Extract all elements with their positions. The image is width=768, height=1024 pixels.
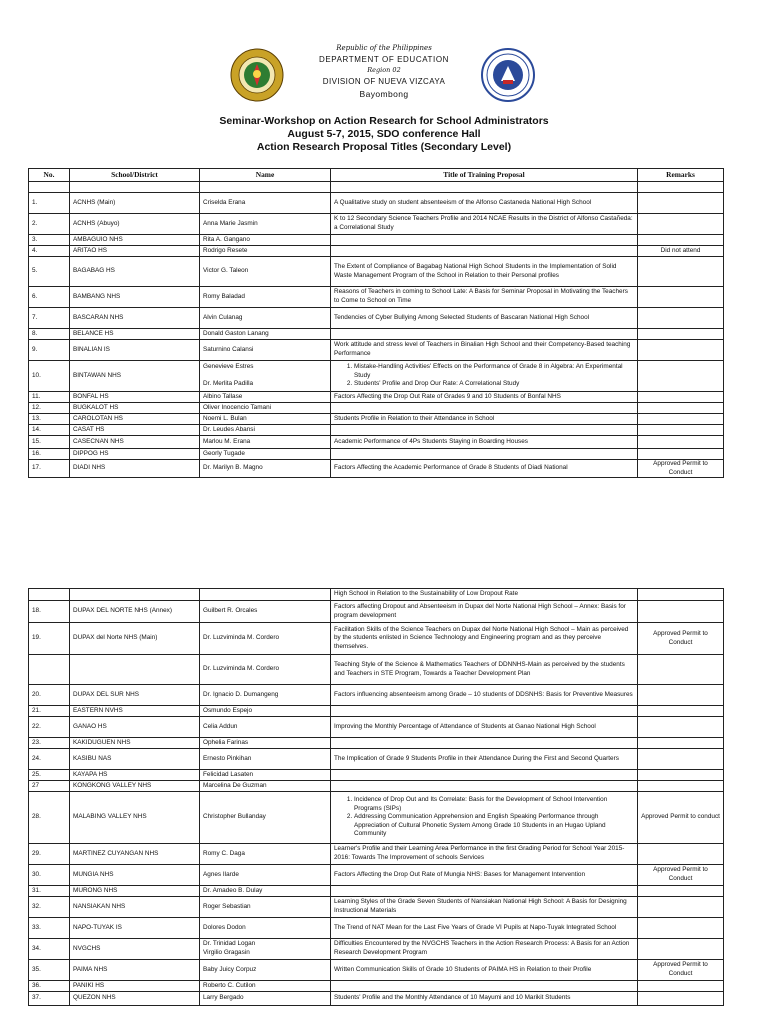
cell-remarks xyxy=(638,361,724,392)
cell-title: Improving the Monthly Percentage of Attendance of Students at Ganao National High School xyxy=(331,717,638,738)
table-row xyxy=(29,706,724,717)
table-row xyxy=(29,425,724,436)
cell-remarks: Approved Permit to Conduct xyxy=(638,460,724,478)
cell-no: 27 xyxy=(29,781,70,792)
table-row xyxy=(29,329,724,340)
cell-title: Learning Styles of the Grade Seven Students of Nansiakan National High School: A Basis for Designing Instructional Materials xyxy=(331,897,638,918)
page-gap xyxy=(0,500,768,560)
table-row xyxy=(29,308,724,329)
cell-school: EASTERN NVHS xyxy=(70,706,200,717)
cell-title xyxy=(331,361,638,392)
cell-school: MARTINEZ CUYANGAN NHS xyxy=(70,844,200,865)
cell-title: Tendencies of Cyber Bullying Among Selected Students of Bascaran National High School xyxy=(331,308,638,329)
document-page-1 xyxy=(0,0,768,500)
cell-name: Alvin Culanag xyxy=(200,308,331,329)
cell-school: ACNHS (Abuyo) xyxy=(70,214,200,235)
cell-remarks: Did not attend xyxy=(638,246,724,257)
cell-no: 11. xyxy=(29,392,70,403)
cell-no: 31. xyxy=(29,886,70,897)
title-list xyxy=(334,363,634,389)
cell-remarks xyxy=(638,257,724,287)
table-row xyxy=(29,340,724,361)
table-row xyxy=(29,844,724,865)
cell-school: KAKIDUGUEN NHS xyxy=(70,738,200,749)
cell-no: 7. xyxy=(29,308,70,329)
cell-school: NAPO-TUYAK IS xyxy=(70,918,200,939)
cell-school: ACNHS (Main) xyxy=(70,193,200,214)
cell-remarks xyxy=(638,214,724,235)
document-title: Seminar-Workshop on Action Research for School Administrators xyxy=(219,115,549,127)
cell-school: BINTAWAN NHS xyxy=(70,361,200,392)
cell-title xyxy=(331,886,638,897)
department-line: DEPARTMENT OF EDUCATION xyxy=(318,55,450,64)
cell-no: 30. xyxy=(29,865,70,886)
table-row xyxy=(29,460,724,478)
table-row xyxy=(29,235,724,246)
table-row xyxy=(29,287,724,308)
cell-school: KONGKONG VALLEY NHS xyxy=(70,781,200,792)
cell-name: Felicidad Lasaten xyxy=(200,770,331,781)
cell-remarks xyxy=(638,918,724,939)
cell-name: Genevieve Estres Dr. Merlita Padilla xyxy=(200,361,331,392)
cell-title: Factors Affecting the Drop Out Rate of Mungia NHS: Bases for Management Intervention xyxy=(331,865,638,886)
cell-title xyxy=(331,792,638,844)
cell-no: 1. xyxy=(29,193,70,214)
cell-name xyxy=(200,182,331,193)
table-row xyxy=(29,685,724,706)
cell-school: BAMBANG NHS xyxy=(70,287,200,308)
cell-remarks xyxy=(638,601,724,623)
proposal-table-page-2 xyxy=(28,588,724,1006)
cell-name: Ophelia Farinas xyxy=(200,738,331,749)
cell-remarks: Approved Permit to Conduct xyxy=(638,865,724,886)
table-row xyxy=(29,981,724,992)
table-row xyxy=(29,403,724,414)
cell-name: Baby Juicy Corpuz xyxy=(200,960,331,981)
cell-no: 18. xyxy=(29,601,70,623)
cell-no: 35. xyxy=(29,960,70,981)
cell-title: Reasons of Teachers in coming to School Late: A Basis for Seminar Proposal in Motivating the Teachers to Come to School on Time xyxy=(331,287,638,308)
cell-name: Anna Marie Jasmin xyxy=(200,214,331,235)
cell-remarks: Approved Permit to conduct xyxy=(638,792,724,844)
cell-title: The Trend of NAT Mean for the Last Five Years of Grade VI Pupils at Napo-Tuyak Integrated School xyxy=(331,918,638,939)
cell-remarks xyxy=(638,992,724,1006)
table-row xyxy=(29,960,724,981)
cell-title: Factors affecting Dropout and Absenteeism in Dupax del Norte National High School – Annex: Basis for program development xyxy=(331,601,638,623)
cell-school: CASAT HS xyxy=(70,425,200,436)
table-row xyxy=(29,246,724,257)
cell-school: AMBAGUIO NHS xyxy=(70,235,200,246)
division-line: DIVISION OF NUEVA VIZCAYA xyxy=(322,77,446,86)
table-row xyxy=(29,886,724,897)
header-school: School/District xyxy=(70,169,200,182)
cell-remarks xyxy=(638,981,724,992)
cell-title: Facilitation Skills of the Science Teachers on Dupax del Norte National High School – Main as perceived by the students enlisted in Science Technology and Engineering program and as they perceive themselves. xyxy=(331,623,638,655)
cell-remarks xyxy=(638,235,724,246)
table-row xyxy=(29,897,724,918)
cell-school: NANSIAKAN NHS xyxy=(70,897,200,918)
document-page-2 xyxy=(0,560,768,1024)
cell-no: 37. xyxy=(29,992,70,1006)
cell-no: 8. xyxy=(29,329,70,340)
cell-remarks xyxy=(638,329,724,340)
cell-remarks xyxy=(638,436,724,449)
table-row xyxy=(29,992,724,1006)
cell-no xyxy=(29,589,70,601)
cell-name: Oliver Inocencio Tamani xyxy=(200,403,331,414)
table-row xyxy=(29,214,724,235)
title-list-item: 1. Mistake-Handling Activities' Effects on the Performance of Grade 8 in Algebra: An Experimental Study xyxy=(354,363,634,380)
cell-remarks xyxy=(638,749,724,770)
proposal-table-page-1 xyxy=(28,168,724,478)
cell-title: Factors Affecting the Academic Performance of Grade 8 Students of Diadi National xyxy=(331,460,638,478)
title-list-item: 2. Students' Profile and Drop Our Rate: A Correlational Study xyxy=(354,380,634,389)
cell-remarks xyxy=(638,738,724,749)
cell-school: BUGKALOT HS xyxy=(70,403,200,414)
cell-name: Noemi L. Bulan xyxy=(200,414,331,425)
cell-remarks xyxy=(638,340,724,361)
cell-no: 29. xyxy=(29,844,70,865)
table-row xyxy=(29,449,724,460)
cell-title xyxy=(331,781,638,792)
cell-school: PANIKI HS xyxy=(70,981,200,992)
cell-name: Dolores Dodon xyxy=(200,918,331,939)
cell-no: 13. xyxy=(29,414,70,425)
header-remarks: Remarks xyxy=(638,169,724,182)
cell-title: Written Communication Skills of Grade 10 Students of PAIMA HS in Relation to their Profile xyxy=(331,960,638,981)
cell-no xyxy=(29,182,70,193)
cell-title: High School in Relation to the Sustainability of Low Dropout Rate xyxy=(331,589,638,601)
cell-name: Dr. Ignacio D. Dumangeng xyxy=(200,685,331,706)
cell-title xyxy=(331,403,638,414)
table-row xyxy=(29,361,724,392)
cell-no: 12. xyxy=(29,403,70,414)
cell-remarks xyxy=(638,308,724,329)
cell-title xyxy=(331,770,638,781)
cell-name: Dr. Luzviminda M. Cordero xyxy=(200,655,331,685)
table-row xyxy=(29,655,724,685)
cell-no xyxy=(29,655,70,685)
cell-school: DIPPOG HS xyxy=(70,449,200,460)
cell-title: Work attitude and stress level of Teachers in Binalian High School and their Competency-Based teaching Performance xyxy=(331,340,638,361)
cell-name: Dr. Leudes Abansi xyxy=(200,425,331,436)
cell-school: DUPAX DEL NORTE NHS (Annex) xyxy=(70,601,200,623)
cell-remarks xyxy=(638,414,724,425)
cell-school: DUPAX DEL SUR NHS xyxy=(70,685,200,706)
cell-name: Roberto C. Cutilon xyxy=(200,981,331,992)
table-row xyxy=(29,781,724,792)
cell-remarks xyxy=(638,770,724,781)
cell-title: K to 12 Secondary Science Teachers Profile and 2014 NCAE Results in the District of Alfonso Castañeda: a Correlational Study xyxy=(331,214,638,235)
title-list xyxy=(334,796,634,839)
cell-remarks: Approved Permit to Conduct xyxy=(638,960,724,981)
cell-no: 10. xyxy=(29,361,70,392)
table-row xyxy=(29,918,724,939)
cell-no: 22. xyxy=(29,717,70,738)
cell-title: The Implication of Grade 9 Students Profile in their Attendance During the First and Second Quarters xyxy=(331,749,638,770)
cell-remarks xyxy=(638,717,724,738)
cell-no: 28. xyxy=(29,792,70,844)
table-body xyxy=(29,182,724,478)
cell-title xyxy=(331,449,638,460)
cell-school xyxy=(70,655,200,685)
cell-school xyxy=(70,589,200,601)
cell-name: Agnes Ilarde xyxy=(200,865,331,886)
cell-no: 25. xyxy=(29,770,70,781)
cell-title: Factors influencing absenteeism among Grade – 10 students of DDSNHS: Basis for Preventive Measures xyxy=(331,685,638,706)
cell-remarks xyxy=(638,392,724,403)
table-row xyxy=(29,436,724,449)
cell-name: Marcelina De Guzman xyxy=(200,781,331,792)
table-row xyxy=(29,770,724,781)
cell-name: Saturnino Calansi xyxy=(200,340,331,361)
cell-name: Larry Bergado xyxy=(200,992,331,1006)
cell-name: Romy C. Daga xyxy=(200,844,331,865)
cell-name: Marlou M. Erana xyxy=(200,436,331,449)
cell-remarks xyxy=(638,655,724,685)
cell-school: DUPAX del Norte NHS (Main) xyxy=(70,623,200,655)
cell-name: Victor G. Taleon xyxy=(200,257,331,287)
cell-no: 32. xyxy=(29,897,70,918)
cell-school: KASIBU NAS xyxy=(70,749,200,770)
table-row xyxy=(29,193,724,214)
table-row xyxy=(29,257,724,287)
cell-school: MURONG NHS xyxy=(70,886,200,897)
cell-name: Roger Sebastian xyxy=(200,897,331,918)
cell-no: 9. xyxy=(29,340,70,361)
cell-remarks xyxy=(638,685,724,706)
cell-school: QUEZON NHS xyxy=(70,992,200,1006)
title-list-item: 2. Addressing Communication Apprehension and English Speaking Performance through Appreciation of Cultural Phonetic System Among Grade 10 Students in an Hugao Upland Community xyxy=(354,813,634,839)
republic-line: Republic of the Philippines xyxy=(336,44,432,52)
cell-no: 3. xyxy=(29,235,70,246)
city-line: Bayombong xyxy=(359,89,409,99)
cell-no: 24. xyxy=(29,749,70,770)
cell-remarks xyxy=(638,886,724,897)
cell-school: DIADI NHS xyxy=(70,460,200,478)
cell-name: Georly Tugade xyxy=(200,449,331,460)
cell-remarks xyxy=(638,844,724,865)
cell-school: NVGCHS xyxy=(70,939,200,960)
table-row xyxy=(29,939,724,960)
cell-title: A Qualitative study on student absenteeism of the Alfonso Castaneda National High School xyxy=(331,193,638,214)
cell-name: Donald Gaston Lanang xyxy=(200,329,331,340)
cell-school: KAYAPA HS xyxy=(70,770,200,781)
cell-no: 19. xyxy=(29,623,70,655)
cell-remarks: Approved Permit to Conduct xyxy=(638,623,724,655)
cell-title xyxy=(331,329,638,340)
cell-school: PAIMA NHS xyxy=(70,960,200,981)
document-date-venue: August 5-7, 2015, SDO conference Hall xyxy=(287,128,481,140)
cell-no: 17. xyxy=(29,460,70,478)
cell-title: The Extent of Compliance of Bagabag National High School Students in the Implementation of Solid Waste Management Program of the School in Relation to their Personal profiles xyxy=(331,257,638,287)
cell-name: Guilbert R. Orcales xyxy=(200,601,331,623)
cell-title xyxy=(331,235,638,246)
header-name: Name xyxy=(200,169,331,182)
cell-no: 16. xyxy=(29,449,70,460)
cell-school: MALABING VALLEY NHS xyxy=(70,792,200,844)
cell-name: Dr. Trinidad Logan Virgilio Gragasin xyxy=(200,939,331,960)
cell-name: Albino Tallase xyxy=(200,392,331,403)
cell-remarks xyxy=(638,182,724,193)
cell-no: 23. xyxy=(29,738,70,749)
cell-title xyxy=(331,425,638,436)
cell-name: Dr. Amadeo B. Dulay xyxy=(200,886,331,897)
table-row xyxy=(29,182,724,193)
cell-school: BINALIAN IS xyxy=(70,340,200,361)
cell-name: Rodrigo Resete xyxy=(200,246,331,257)
table-row xyxy=(29,717,724,738)
cell-remarks xyxy=(638,781,724,792)
cell-title: Students' Profile and the Monthly Attendance of 10 Mayumi and 10 Marikit Students xyxy=(331,992,638,1006)
cell-remarks xyxy=(638,589,724,601)
cell-school: BAGABAG HS xyxy=(70,257,200,287)
cell-title: Teaching Style of the Science & Mathematics Teachers of DDNNHS-Main as perceived by the students and Teachers in STE Program, Towards a Teacher Development Plan xyxy=(331,655,638,685)
cell-title: Learner's Profile and their Learning Area Performance in the first Grading Period for School Year 2015-2016: Towards The Improvement of schools Services xyxy=(331,844,638,865)
cell-title: Academic Performance of 4Ps Students Staying in Boarding Houses xyxy=(331,436,638,449)
table-row xyxy=(29,792,724,844)
cell-remarks xyxy=(638,897,724,918)
region-line: Region 02 xyxy=(367,66,401,74)
cell-no: 21. xyxy=(29,706,70,717)
cell-no: 5. xyxy=(29,257,70,287)
cell-remarks xyxy=(638,425,724,436)
cell-no: 34. xyxy=(29,939,70,960)
header-no: No. xyxy=(29,169,70,182)
cell-school: CAROLOTAN HS xyxy=(70,414,200,425)
cell-name: Ernesto Pinkihan xyxy=(200,749,331,770)
cell-no: 20. xyxy=(29,685,70,706)
cell-title xyxy=(331,981,638,992)
table-row xyxy=(29,623,724,655)
cell-remarks xyxy=(638,706,724,717)
cell-name: Rita A. Gangano xyxy=(200,235,331,246)
cell-remarks xyxy=(638,193,724,214)
header-title: Title of Training Proposal xyxy=(331,169,638,182)
cell-school: ARITAO HS xyxy=(70,246,200,257)
cell-school xyxy=(70,182,200,193)
cell-name xyxy=(200,589,331,601)
cell-name: Christopher Bullanday xyxy=(200,792,331,844)
cell-title xyxy=(331,182,638,193)
cell-name: Celia Addun xyxy=(200,717,331,738)
cell-name: Osmundo Espejo xyxy=(200,706,331,717)
cell-title xyxy=(331,246,638,257)
cell-name: Dr. Marilyn B. Magno xyxy=(200,460,331,478)
cell-remarks xyxy=(638,939,724,960)
cell-no: 15. xyxy=(29,436,70,449)
cell-school: BELANCE HS xyxy=(70,329,200,340)
table-header-row xyxy=(29,169,724,182)
table-row xyxy=(29,589,724,601)
table-row xyxy=(29,738,724,749)
cell-school: CASECNAN NHS xyxy=(70,436,200,449)
cell-no: 33. xyxy=(29,918,70,939)
cell-no: 6. xyxy=(29,287,70,308)
cell-school: BONFAL HS xyxy=(70,392,200,403)
title-list-item: 1. Incidence of Drop Out and Its Correlate: Basis for the Development of School Intervention Programs (SIPs) xyxy=(354,796,634,813)
cell-remarks xyxy=(638,449,724,460)
cell-school: BASCARAN NHS xyxy=(70,308,200,329)
table-row xyxy=(29,601,724,623)
cell-remarks xyxy=(638,287,724,308)
cell-title: Students Profile in Relation to their Attendance in School xyxy=(331,414,638,425)
cell-no: 14. xyxy=(29,425,70,436)
table-row xyxy=(29,414,724,425)
cell-title: Difficulties Encountered by the NVGCHS Teachers in the Action Research Process: A Basis for an Action Research Development Program xyxy=(331,939,638,960)
cell-title xyxy=(331,738,638,749)
cell-name: Criselda Erana xyxy=(200,193,331,214)
table-row xyxy=(29,392,724,403)
cell-no: 36. xyxy=(29,981,70,992)
table-row xyxy=(29,865,724,886)
cell-no: 2. xyxy=(29,214,70,235)
cell-name: Dr. Luzviminda M. Cordero xyxy=(200,623,331,655)
table-row xyxy=(29,749,724,770)
cell-title xyxy=(331,706,638,717)
cell-no: 4. xyxy=(29,246,70,257)
cell-name: Romy Baladad xyxy=(200,287,331,308)
cell-remarks xyxy=(638,403,724,414)
cell-school: GANAO HS xyxy=(70,717,200,738)
table-body xyxy=(29,589,724,1006)
document-subtitle: Action Research Proposal Titles (Secondary Level) xyxy=(256,141,512,153)
cell-school: MUNGIA NHS xyxy=(70,865,200,886)
cell-title: Factors Affecting the Drop Out Rate of Grades 9 and 10 Students of Bonfal NHS xyxy=(331,392,638,403)
